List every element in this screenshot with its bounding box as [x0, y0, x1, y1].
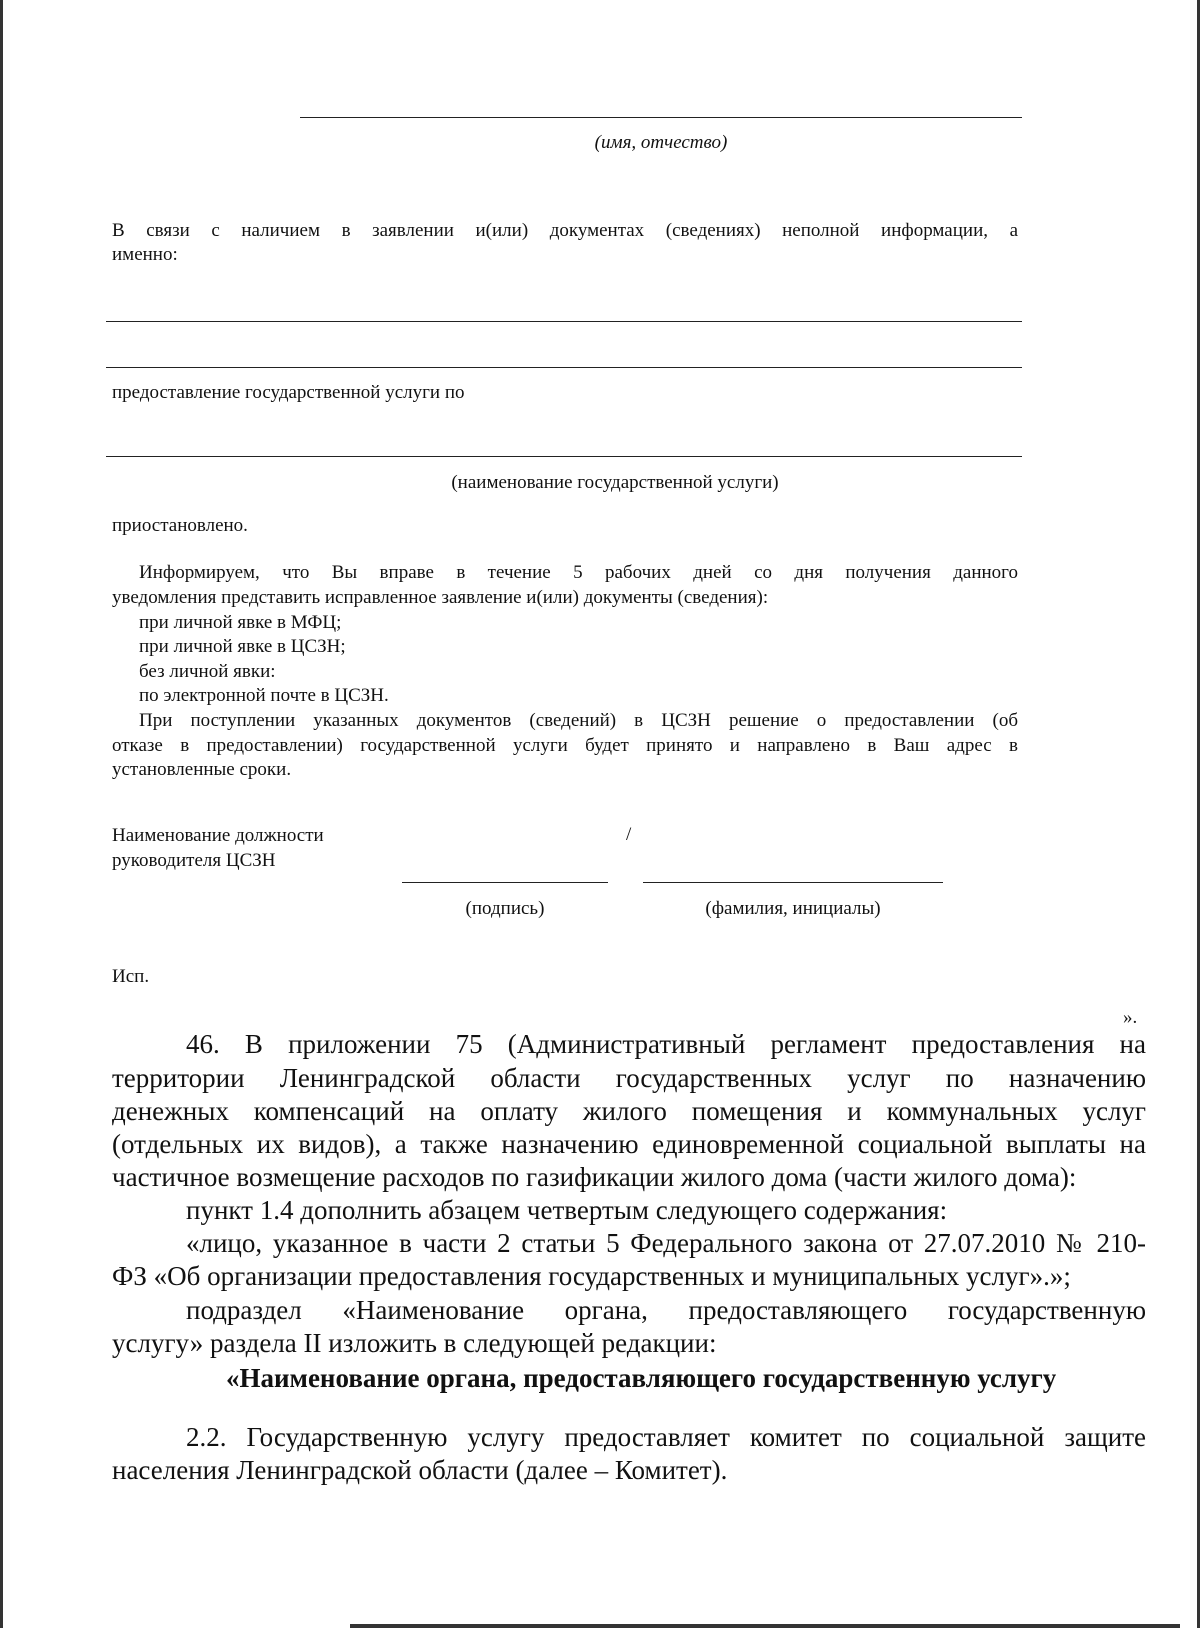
service-blank-line — [106, 456, 1022, 457]
option-mfc: при личной явке в МФЦ; — [139, 612, 342, 633]
reason-blank-line-1 — [106, 321, 1022, 322]
quote-line-2: ФЗ «Об организации предоставления государственных и муниципальных услуг».»; — [112, 1261, 1071, 1291]
inform-line-2: уведомления представить исправленное заявление и(или) документы (сведения): — [112, 587, 769, 608]
quote-line-1: «лицо, указанное в части 2 статьи 5 Федерального закона от 27.07.2010 № 210- — [186, 1228, 1146, 1258]
decision-line-2: отказе в предоставлении) государственной услуги будет принято и направлено в Ваш адрес в — [112, 735, 1018, 756]
close-quote: ». — [1123, 1007, 1138, 1028]
decision-line-3: установленные сроки. — [112, 759, 292, 780]
signature-slash: / — [626, 824, 632, 845]
name-caption: (имя, отчество) — [594, 132, 728, 153]
reason-line-1: В связи с наличием в заявлении и(или) документах (сведениях) неполной информации, а — [112, 220, 1018, 241]
reason-blank-line-2 — [106, 367, 1022, 368]
signature-caption: (подпись) — [465, 898, 545, 919]
p46-line-1: 46. В приложении 75 (Административный регламент предоставления на — [186, 1029, 1146, 1059]
option-email: по электронной почте в ЦСЗН. — [139, 685, 389, 706]
suspended-text: приостановлено. — [112, 515, 248, 536]
reason-line-2: именно: — [112, 244, 178, 265]
position-line-1: Наименование должности — [112, 825, 324, 846]
p46-line-5: частичное возмещение расходов по газификации жилого дома (части жилого дома): — [112, 1162, 1077, 1192]
section-heading: «Наименование органа, предоставляющего государственную услугу — [226, 1363, 1057, 1393]
p46-line-4: (отдельных их видов), а также назначению единовременной социальной выплаты на — [112, 1129, 1146, 1159]
decision-line-1: При поступлении указанных документов (сведений) в ЦСЗН решение о предоставлении (об — [139, 710, 1018, 731]
fullname-line — [643, 882, 943, 883]
position-line-2: руководителя ЦСЗН — [112, 850, 276, 871]
name-line — [300, 117, 1022, 118]
option-cszn: при личной явке в ЦСЗН; — [139, 636, 346, 657]
subsection-line-1: подраздел «Наименование органа, предоставляющего государственную — [186, 1295, 1146, 1325]
subsection-line-2: услугу» раздела II изложить в следующей редакции: — [112, 1328, 717, 1358]
fullname-caption: (фамилия, инициалы) — [705, 898, 881, 919]
p22-line-1: 2.2. Государственную услугу предоставляет комитет по социальной защите — [186, 1422, 1146, 1452]
scan-edge-left — [0, 0, 3, 1628]
clause-line: пункт 1.4 дополнить абзацем четвертым следующего содержания: — [186, 1195, 948, 1225]
p46-line-3: денежных компенсаций на оплату жилого помещения и коммунальных услуг — [112, 1096, 1146, 1126]
signature-line — [402, 882, 608, 883]
p22-line-2: населения Ленинградской области (далее – Комитет). — [112, 1455, 728, 1485]
service-caption: (наименование государственной услуги) — [451, 472, 779, 493]
p46-line-2: территории Ленинградской области государственных услуг по назначению — [112, 1063, 1146, 1093]
scan-edge-bottom — [350, 1624, 1180, 1628]
inform-line-1: Информируем, что Вы вправе в течение 5 рабочих дней со дня получения данного — [139, 562, 1018, 583]
provision-text: предоставление государственной услуги по — [112, 382, 465, 403]
executor-label: Исп. — [112, 966, 150, 987]
no-visit-text: без личной явки: — [139, 661, 276, 682]
